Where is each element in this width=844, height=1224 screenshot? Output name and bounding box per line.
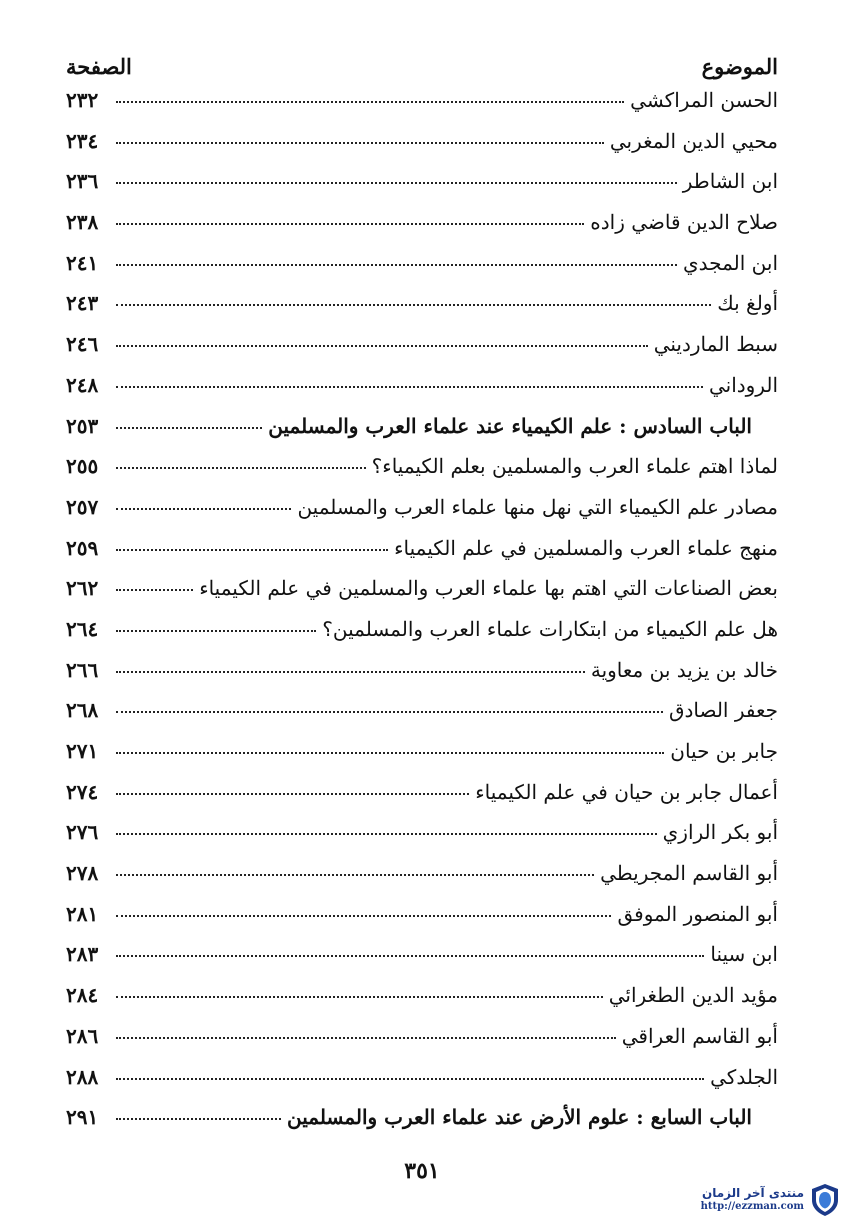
toc-entry — [66, 739, 778, 780]
toc-entry-page: ٢٥٥ — [66, 454, 99, 479]
toc-entry-title: بعض الصناعات التي اهتم بها علماء العرب والمسلمين في علم الكيمياء — [199, 576, 778, 601]
toc-entry-title: مصادر علم الكيمياء التي نهل منها علماء العرب والمسلمين — [297, 494, 778, 519]
toc-entry-page: ٢٤١ — [66, 250, 99, 275]
toc-entry-title: أبو القاسم العراقي — [621, 1023, 778, 1048]
toc-entry-page: ٢٦٤ — [66, 616, 99, 641]
toc-entry-page: ٢٨٤ — [66, 983, 99, 1008]
toc-leader-dots — [116, 182, 677, 184]
toc-entry-title: الجلدكي — [710, 1064, 778, 1089]
watermark-url: http://ezzman.com — [700, 1201, 804, 1212]
toc-entry — [66, 373, 778, 414]
toc-leader-dots — [116, 793, 469, 795]
toc-entry — [66, 536, 778, 577]
toc-entry — [66, 983, 778, 1024]
toc-entry-page: ٢٨١ — [66, 901, 99, 926]
toc-entry — [66, 332, 778, 373]
toc-entry — [66, 1065, 778, 1106]
toc-entry — [66, 129, 778, 170]
toc-leader-dots — [116, 549, 388, 551]
toc-leader-dots — [116, 304, 711, 306]
toc-leader-dots — [116, 833, 657, 835]
watermark — [660, 1180, 840, 1220]
toc-entry-title: ابن المجدي — [683, 250, 778, 275]
toc-entry-title: أبو بكر الرازي — [662, 820, 778, 845]
toc-entry — [66, 495, 778, 536]
toc-entry — [66, 902, 778, 943]
toc-entry-page: ٢٥٧ — [66, 494, 99, 519]
toc-leader-dots — [116, 1078, 704, 1080]
toc-entry-title: صلاح الدين قاضي زاده — [590, 210, 778, 235]
toc-leader-dots — [116, 996, 603, 998]
toc-leader-dots — [116, 101, 624, 103]
toc-entry-page: ٢٨٦ — [66, 1023, 99, 1048]
toc-list — [66, 88, 778, 1146]
toc-entry — [66, 88, 778, 129]
toc-entry — [66, 454, 778, 495]
toc-entry-page: ٢٧٤ — [66, 779, 99, 804]
toc-entry-page: ٢٣٤ — [66, 128, 99, 153]
toc-entry-page: ٢٨٣ — [66, 942, 99, 967]
toc-entry — [66, 698, 778, 739]
toc-entry-title: خالد بن يزيد بن معاوية — [590, 657, 778, 682]
toc-entry-title: لماذا اهتم علماء العرب والمسلمين بعلم الكيمياء؟ — [371, 454, 778, 479]
toc-entry-page: ٢٧١ — [66, 739, 99, 763]
toc-entry-page: ٢٩١ — [66, 1105, 99, 1130]
toc-entry-title: الباب السابع : علوم الأرض عند علماء العرب والمسلمين — [287, 1105, 752, 1130]
toc-entry-title: أبو القاسم المجريطي — [600, 861, 778, 886]
toc-entry-page: ٢٤٦ — [66, 332, 99, 357]
page-column-label: الصفحة — [66, 54, 132, 79]
toc-page — [66, 54, 778, 1146]
toc-entry — [66, 210, 778, 251]
toc-entry-title: الحسن المراكشي — [630, 88, 778, 112]
watermark-name: منتدى آخر الزمان — [702, 1186, 804, 1200]
toc-entry-page: ٢٥٣ — [66, 413, 99, 438]
toc-leader-dots — [116, 142, 604, 144]
toc-leader-dots — [116, 386, 703, 388]
toc-entry — [66, 658, 778, 699]
toc-entry-page: ٢٣٢ — [66, 88, 99, 112]
toc-entry — [66, 169, 778, 210]
toc-leader-dots — [116, 223, 584, 225]
toc-chapter-entry — [66, 414, 778, 455]
toc-chapter-entry — [66, 1105, 778, 1146]
toc-entry-title: ابن سينا — [710, 942, 778, 967]
toc-entry-title: أولغ بك — [717, 291, 778, 316]
toc-leader-dots — [116, 874, 594, 876]
toc-entry-title: أعمال جابر بن حيان في علم الكيمياء — [475, 779, 778, 804]
toc-entry — [66, 291, 778, 332]
toc-leader-dots — [116, 671, 585, 673]
toc-header — [66, 54, 778, 88]
toc-entry — [66, 942, 778, 983]
toc-entry-page: ٢٧٨ — [66, 861, 99, 886]
toc-leader-dots — [116, 1118, 281, 1120]
toc-entry-page: ٢٣٨ — [66, 210, 99, 235]
toc-entry-title: جابر بن حيان — [670, 739, 778, 763]
toc-leader-dots — [116, 467, 366, 469]
toc-entry-page: ٢٦٦ — [66, 657, 99, 682]
toc-entry — [66, 617, 778, 658]
toc-entry-title: منهج علماء العرب والمسلمين في علم الكيمياء — [394, 535, 778, 560]
toc-leader-dots — [116, 1037, 616, 1039]
toc-entry — [66, 1024, 778, 1065]
toc-entry-title: هل علم الكيمياء من ابتكارات علماء العرب والمسلمين؟ — [322, 616, 778, 641]
toc-leader-dots — [116, 508, 291, 510]
toc-entry-page: ٢٦٢ — [66, 576, 99, 601]
toc-entry-title: سبط المارديني — [653, 332, 778, 357]
toc-entry-page: ٢٣٦ — [66, 169, 99, 194]
shield-logo-icon — [810, 1183, 840, 1217]
toc-leader-dots — [116, 711, 663, 713]
toc-entry-page: ٢٦٨ — [66, 698, 99, 723]
toc-entry — [66, 251, 778, 292]
toc-entry — [66, 820, 778, 861]
toc-entry-page: ٢٧٦ — [66, 820, 99, 845]
toc-leader-dots — [116, 264, 677, 266]
toc-entry-title: أبو المنصور الموفق — [617, 901, 778, 926]
toc-entry-page: ٢٤٨ — [66, 372, 99, 397]
toc-entry-title: الروداني — [708, 372, 778, 397]
toc-leader-dots — [116, 915, 611, 917]
page-number: ٣٥١ — [404, 1158, 440, 1184]
toc-entry-title: الباب السادس : علم الكيمياء عند علماء العرب والمسلمين — [268, 413, 752, 438]
toc-entry-page: ٢٤٣ — [66, 291, 99, 316]
toc-entry-title: محيي الدين المغربي — [609, 128, 778, 153]
toc-leader-dots — [116, 345, 648, 347]
topic-column-label: الموضوع — [701, 54, 778, 79]
toc-entry-page: ٢٨٨ — [66, 1064, 99, 1089]
toc-entry-title: جعفر الصادق — [668, 698, 778, 723]
toc-leader-dots — [116, 589, 193, 591]
toc-leader-dots — [116, 630, 316, 632]
toc-entry — [66, 576, 778, 617]
toc-entry — [66, 780, 778, 821]
toc-entry-title: مؤيد الدين الطغرائي — [608, 983, 778, 1008]
toc-entry — [66, 861, 778, 902]
toc-leader-dots — [116, 752, 664, 754]
toc-entry-page: ٢٥٩ — [66, 535, 99, 560]
toc-leader-dots — [116, 427, 262, 429]
toc-entry-title: ابن الشاطر — [682, 169, 778, 194]
toc-leader-dots — [116, 955, 704, 957]
